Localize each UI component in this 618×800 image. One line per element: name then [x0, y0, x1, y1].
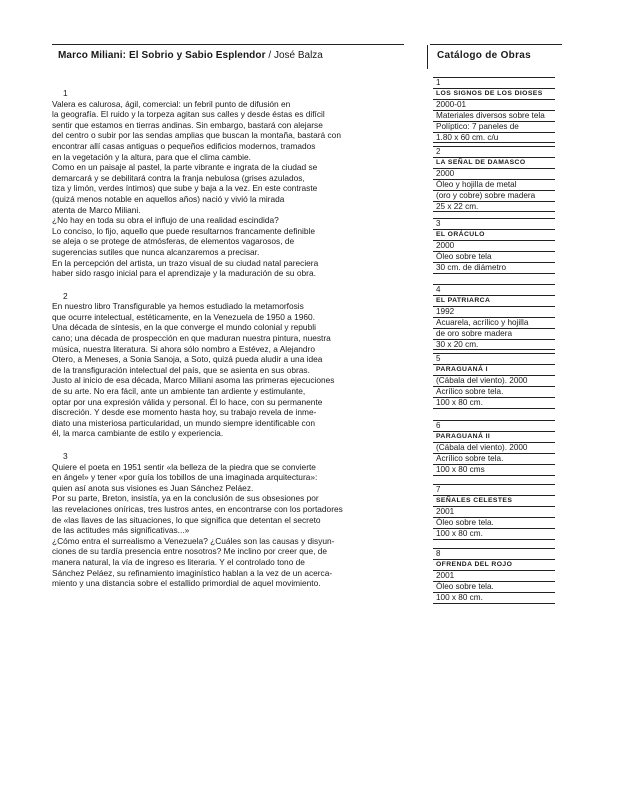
- body-text-line: ciones de su tardía presencia entre nosotros? Me inclino por creer que, de: [52, 546, 328, 557]
- body-text-line: manera natural, la vía de ingreso es literaria. Y el controlado tono de: [52, 556, 305, 567]
- catalog-entry-title: PARAGUANÁ II: [433, 432, 555, 443]
- body-text-line: sentir que estamos en tierras andinas. Sin embargo, bastará con alejarse: [52, 119, 323, 130]
- catalog-entry-detail: Materiales diversos sobre tela: [433, 111, 555, 122]
- body-text-line: Justo al inicio de esa década, Marco Miliani asoma las primeras ejecuciones: [52, 375, 335, 386]
- article-heading: Marco Miliani: El Sobrio y Sabio Esplendor / José Balza: [58, 50, 323, 61]
- body-text-line: atenta de Marco Miliani.: [52, 204, 141, 215]
- article-body: [52, 88, 377, 589]
- catalog-entry-detail: Acuarela, acrílico y hojilla: [433, 318, 555, 329]
- body-text-line: optar por una expresión válida y personal. Él lo hace, con su permanente: [52, 396, 323, 407]
- body-text-line: Como en un paisaje al pastel, la parte vibrante e ingrata de la ciudad se: [52, 162, 318, 173]
- catalog-entry-title: LA SEÑAL DE DAMASCO: [433, 158, 555, 169]
- catalog-entry-detail: Acrílico sobre tela.: [433, 454, 555, 465]
- body-text-line: sugerencias sutiles que nunca alcanzaremos a precisar.: [52, 246, 260, 257]
- catalog-entry-detail: 2001: [433, 571, 555, 582]
- section-number: 2: [63, 290, 68, 301]
- catalog-entry: [433, 218, 555, 274]
- catalog-entry-detail: 100 x 80 cm.: [433, 593, 555, 604]
- author-byline: José Balza: [273, 50, 323, 61]
- body-text-line: miento y una distancia sobre el estallido primordial de aquel movimiento.: [52, 578, 321, 589]
- body-text-line: que ocurre intelectual, estéticamente, en la Venezuela de 1950 a 1960.: [52, 311, 316, 322]
- catalog-entry-title: EL PATRIARCA: [433, 296, 555, 307]
- body-text-line: En nuestro libro Transfigurable ya hemos estudiado la metamorfosis: [52, 301, 304, 312]
- body-text-line: del centro o subir por las sendas amplias que buscan la montaña, bastará con: [52, 130, 341, 141]
- body-text-line: demarcará y se debilitará contra la franja nebulosa (grises azulados,: [52, 172, 305, 183]
- catalog-entry-detail: 100 x 80 cms: [433, 465, 555, 476]
- catalog-entry-number: 4: [433, 284, 555, 296]
- body-text-line: diato una misteriosa particularidad, un mundo siempre identificable con: [52, 417, 315, 428]
- section-gap: [52, 439, 377, 451]
- catalog-entry-detail: 25 x 22 cm.: [433, 202, 555, 213]
- catalog-entry: [433, 146, 555, 212]
- body-text-line: Una década de síntesis, en la que converge el mundo colonial y republi: [52, 322, 316, 333]
- catalog-entry-detail: Óleo sobre tela.: [433, 518, 555, 529]
- catalog-entry: [433, 284, 555, 350]
- body-text-line: (quizá menos notable en aquellos años) nació y vivió la mirada: [52, 193, 285, 204]
- body-text-line: él, la marca cambiante de estilo y experiencia.: [52, 428, 224, 439]
- section-gap: [52, 279, 377, 291]
- body-text-line: en la vegetación y la altura, para que el clima cambie.: [52, 151, 251, 162]
- catalog-entry-detail: 30 x 20 cm.: [433, 340, 555, 351]
- catalog-entry-title: PARAGUANÁ I: [433, 365, 555, 376]
- catalog-entry: [433, 353, 555, 409]
- body-text-line: Por su parte, Breton, insistía, ya en la conclusión de sus obsesiones por: [52, 493, 319, 504]
- catalog-entry-detail: 2001: [433, 507, 555, 518]
- title-separator: /: [268, 50, 272, 61]
- header-rule-right: [430, 44, 562, 45]
- body-text-line: de «las llaves de las situaciones, lo que significa que detentan el secreto: [52, 514, 321, 525]
- catalog-entry-number: 8: [433, 548, 555, 560]
- catalog-entry-detail: (Cábala del viento). 2000: [433, 443, 555, 454]
- catalog-entry-detail: 30 cm. de diámetro: [433, 263, 555, 274]
- body-text-line: música, nuestra literatura. Si ahora sólo nombro a Estévez, a Alejandro: [52, 343, 315, 354]
- body-text-line: discreción. Y desde ese momento hasta hoy, su trabajo revela de inme-: [52, 407, 317, 418]
- catalog-entry-number: 6: [433, 420, 555, 432]
- catalog-entry-title: EL ORÁCULO: [433, 230, 555, 241]
- body-text-line: ¿Cómo entra el surrealismo a Venezuela? ¿Cuáles son las causas y disyun-: [52, 535, 335, 546]
- body-text-line: Quiere el poeta en 1951 sentir «la belleza de la piedra que se convierte: [52, 461, 316, 472]
- catalog-entry-detail: Óleo sobre tela: [433, 252, 555, 263]
- catalog-entry-detail: 1992: [433, 307, 555, 318]
- catalog-entry-detail: Acrílico sobre tela.: [433, 387, 555, 398]
- catalog-entry-number: 3: [433, 218, 555, 230]
- catalog-entry-title: OFRENDA DEL ROJO: [433, 560, 555, 571]
- catalog-entry-title: LOS SIGNOS DE LOS DIOSES: [433, 89, 555, 100]
- catalog-entry-detail: Políptico: 7 paneles de: [433, 122, 555, 133]
- body-text-line: Otero, a Meneses, a Sonia Sanoja, a Soto, quizá pueda aludir a una idea: [52, 354, 323, 365]
- catalog-entry: [433, 548, 555, 604]
- catalog-entry: [433, 484, 555, 540]
- header-rule-left: [52, 44, 404, 45]
- artist-name: Marco Miliani: [58, 50, 123, 61]
- catalog-entry-detail: 100 x 80 cm.: [433, 398, 555, 409]
- body-text-line: Lo conciso, lo fijo, aquello que puede resultarnos francamente definible: [52, 225, 315, 236]
- body-text-line: haber sido rasgo inicial para el aprendizaje y la maduración de su obra.: [52, 268, 316, 279]
- body-text-line: quien así anota sus visiones es Juan Sánchez Peláez.: [52, 482, 254, 493]
- body-text-line: Valera es calurosa, ágil, comercial: un febril punto de difusión en: [52, 98, 291, 109]
- catalog-entry-number: 1: [433, 77, 555, 89]
- catalog-entry-detail: 2000-01: [433, 100, 555, 111]
- body-text-line: de la transfiguración intelectual del país, que se asienta en sus obras.: [52, 364, 310, 375]
- body-text-line: de las actitudes más significativas...»: [52, 525, 190, 536]
- body-text-line: tiza y limón, verdes íntimos) que sube y baja a la vez. En este contraste: [52, 183, 318, 194]
- section-number: 1: [63, 88, 68, 98]
- catalog-entry: [433, 420, 555, 476]
- body-text-line: se aleja o se protege de atmósferas, de elementos vagarosos, de: [52, 236, 295, 247]
- catalog-entry-detail: (Cábala del viento). 2000: [433, 376, 555, 387]
- catalog-entry-title: SEÑALES CELESTES: [433, 496, 555, 507]
- catalog-entry-detail: (oro y cobre) sobre madera: [433, 191, 555, 202]
- catalog-column-divider: [427, 45, 428, 69]
- catalog-entry-number: 7: [433, 484, 555, 496]
- section-number: 3: [63, 451, 68, 461]
- catalog-heading: Catálogo de Obras: [437, 50, 532, 61]
- body-text-line: la geografía. El ruido y la torpeza agitan sus calles y desde éstas es difícil: [52, 109, 325, 120]
- body-text-line: de su arte. No era fácil, ante un ambiente tan ardiente y estimulante,: [52, 386, 306, 397]
- body-text-line: Sánchez Peláez, su refinamiento imaginístico hablan a la vez de un acerca-: [52, 567, 333, 578]
- catalog-entry: [433, 77, 555, 143]
- catalog-entry-detail: 2000: [433, 241, 555, 252]
- body-text-line: en ángel» y tener «por guía los tobillos de una imaginada arquitectura»:: [52, 472, 318, 483]
- body-text-line: las revelaciones oníricas, tres lustros antes, en encontrarse con los portadores: [52, 503, 343, 514]
- body-text-line: ¿No hay en toda su obra el influjo de una realidad escindida?: [52, 215, 279, 226]
- catalog-entry-number: 2: [433, 146, 555, 158]
- body-text-line: En la percepción del artista, un trazo visual de su ciudad natal pareciera: [52, 257, 319, 268]
- body-text-line: encontrar allí casas antiguas o pequeños edificios modernos, tramados: [52, 140, 316, 151]
- catalog-entry-detail: Óleo sobre tela.: [433, 582, 555, 593]
- catalog-entry-detail: 1.80 x 60 cm. c/u: [433, 133, 555, 144]
- catalog-entry-number: 5: [433, 353, 555, 365]
- catalog-entry-detail: 2000: [433, 169, 555, 180]
- body-text-line: cano; una década de prospección en que maduran nuestra pintura, nuestra: [52, 333, 331, 344]
- catalog-entry-detail: de oro sobre madera: [433, 329, 555, 340]
- article-title: El Sobrio y Sabio Esplendor: [128, 50, 266, 61]
- catalog-entry-detail: Óleo y hojilla de metal: [433, 180, 555, 191]
- catalog-entry-detail: 100 x 80 cm.: [433, 529, 555, 540]
